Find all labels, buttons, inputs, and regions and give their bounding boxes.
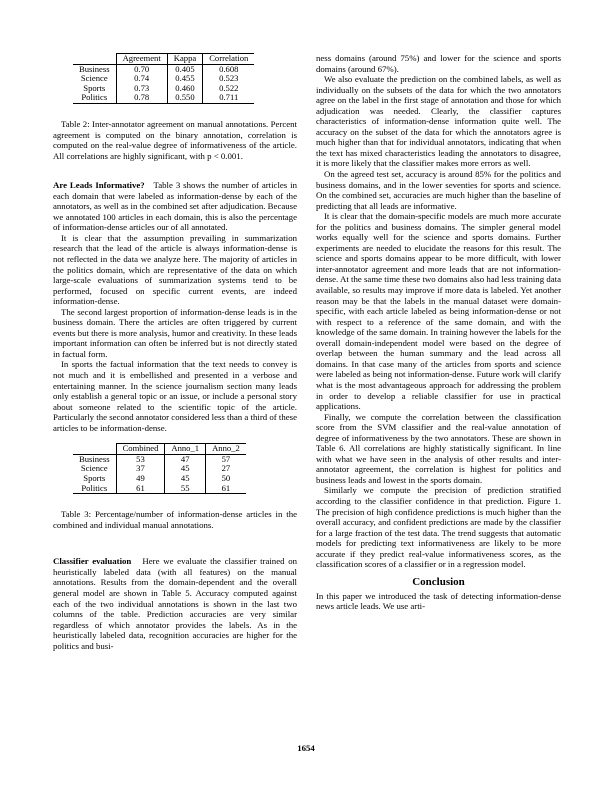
table-cell: Science	[73, 464, 116, 474]
table-cell: 0.522	[203, 84, 255, 94]
table-cell: 0.78	[116, 93, 167, 103]
leads-heading: Are Leads Informative?	[53, 180, 145, 191]
table-cell: 0.405	[167, 64, 202, 74]
table-3-header-cell: Anno_1	[165, 444, 206, 455]
table-2-wrap	[73, 53, 297, 104]
table-cell: 49	[116, 474, 165, 484]
classifier-paragraph	[53, 556, 297, 651]
classifier-heading: Classifier evaluation	[53, 556, 132, 567]
table-2-header-row	[73, 54, 254, 65]
right-paragraph-1: ness domains (around 75%) and lower for the science and sports domains (around 67%).	[316, 53, 561, 74]
table-2-header-cell: Agreement	[116, 54, 167, 65]
table-cell: 61	[206, 484, 246, 494]
left-column	[53, 53, 297, 651]
conclusion-heading: Conclusion	[412, 575, 465, 588]
table-3-header-cell: Combined	[116, 444, 165, 455]
table-2-header-cell	[73, 54, 116, 65]
right-column	[316, 53, 561, 612]
table-3-caption: Table 3: Percentage/number of information-dense articles in the combined and individual manual annotations.	[53, 509, 297, 530]
table-cell: Business	[73, 64, 116, 74]
table-cell: 0.608	[203, 64, 255, 74]
leads-paragraph-3: The second largest proportion of information-dense leads is in the business domain. There the articles are often triggered by current events but there is more analysis, humor and creativity. In these leads important information can often be inferred but is not directly stated in factual form.	[53, 306, 297, 359]
right-paragraph-3: On the agreed test set, accuracy is around 85% for the politics and business domains, and in the lower seventies for sports and science. On the combined set, accuracies are much higher than the baseline of predicting that all leads are informative.	[316, 169, 561, 211]
conclusion-paragraph: In this paper we introduced the task of detecting information-dense news article leads. We use arti-	[316, 590, 561, 612]
table-cell: 0.74	[116, 74, 167, 84]
table-cell: 0.455	[167, 74, 202, 84]
table-cell: Sports	[73, 474, 116, 484]
table-cell: 0.73	[116, 84, 167, 94]
classifier-paragraph-text: Here we evaluate the classifier trained on heuristically labeled data (with all features) on the manual annotations. Results from the domain-dependent and the overall general model are shown in Table 5. Accuracy computed against each of the two individual annotations is shown in the last two columns of the table. Prediction accuracies are very similar regardless of which annotator provides the labels. As in the heuristically labeled data, recognition accuracies are higher for the politics and busi-	[53, 556, 297, 651]
table-cell: Politics	[73, 484, 116, 494]
right-paragraph-5: Finally, we compute the correlation between the classification score from the SVM classifier and the real-value annotation of degree of informativeness by the two annotators. These are shown in Table 6. All correlations are highly statistically significant. In line with what we have seen in the analysis of other results and inter-annotator agreement, the correlation is highest for politics and business leads and lowest in the sports domain.	[316, 411, 561, 485]
right-paragraph-6: Similarly we compute the precision of prediction stratified according to the classifier confidence in that prediction. Figure 1. The precision of high confidence predictions is much higher than the overall accuracy, and confident predictions are made by the classifier for a large fraction of the test data. The trend suggests that automatic models for predicting text informativeness are likely to be more accurate if they predict real-value informativeness scores, as the classification scores of a classifier or in a regression model.	[316, 485, 561, 570]
table-3	[73, 443, 246, 494]
table-3-header-cell	[73, 444, 116, 455]
table-2-header-cell: Correlation	[203, 54, 255, 65]
table-3-wrap	[73, 443, 297, 494]
table-row	[73, 93, 254, 103]
leads-paragraph-1-text: Table 3 shows the number of articles in each domain that were labeled as information-dense by each of the annotators, as well as in the combined set after adjudication. Because we annotated 100 articles in each domain, this is also the percentage of information-dense articles our of all annotated.	[53, 180, 297, 233]
table-3-header-row	[73, 444, 246, 455]
table-cell: 57	[206, 454, 246, 464]
table-cell: 37	[116, 464, 165, 474]
table-cell: 53	[116, 454, 165, 464]
table-cell: 45	[165, 464, 206, 474]
leads-paragraph-4: In sports the factual information that the text needs to convey is not much and it is embellished and presented in a verbose and entertaining manner. In the science journalism section many leads only establish a general topic or an issue, or include a personal story about someone related to the scientific topic of the article. Particularly the second annotator considered less than a third of these articles to be information-dense.	[53, 359, 297, 433]
table-cell: 55	[165, 484, 206, 494]
table-3-header-cell: Anno_2	[206, 444, 246, 455]
table-cell: 47	[165, 454, 206, 464]
table-cell: 0.550	[167, 93, 202, 103]
leads-paragraph-2: It is clear that the assumption prevailing in summarization research that the lead of the article is always information-dense is not reflected in the data we analyze here. The majority of articles in the politics domain, which are representative of the data on which large-scale evaluations of summarization systems tend to be performed, focused on specific current events, are indeed information-dense.	[53, 232, 297, 307]
right-paragraph-4: It is clear that the domain-specific models are much more accurate for the politics and business domains. The simpler general model works equally well for the science and sports domains. Further experiments are needed to elucidate the reasons for this result. The science and sports domains appear to be more difficult, with lower inter-annotator agreement and more leads that are not information-dense. At the same time these two domains also had less training data available, so results may improve if more data is labeled. Yet another reason may be that the labels in the manual dataset were domain-specific, with each article labeled as being information-dense or not with respect to a reference of the same domain, and with the knowledge of the same domain. In training however the labels for the overall domain-independent model were based on the degree of overlap between the human summary and the lead across all domains. In that case many of the articles from sports and science were labeled as being not information-dense. Future work will clarify what is the most advantageous approach for addressing the problem in order to develop a reliable classifier for use in practical applications.	[316, 211, 561, 412]
table-cell: 0.460	[167, 84, 202, 94]
table-cell: 0.523	[203, 74, 255, 84]
table-2-header-cell: Kappa	[167, 54, 202, 65]
right-paragraph-2: We also evaluate the prediction on the combined labels, as well as individually on the subsets of the data for which the two annotators agree on the label in the first stage of annotation and those for which adjudication was needed. Clearly, the classifier captures characteristics of information-dense information quite well. The accuracy on the subset of the data for which the annotators agree is much higher than that for individual annotators, indicating that when the text has mixed characteristics leading the annotators to disagree, it is more likely that the classifier makes more errors as well.	[316, 74, 561, 169]
table-2	[73, 53, 254, 104]
table-cell: Business	[73, 454, 116, 464]
table-cell: Sports	[73, 84, 116, 94]
table-cell: 0.70	[116, 64, 167, 74]
table-cell: 27	[206, 464, 246, 474]
table-2-caption: Table 2: Inter-annotator agreement on manual annotations. Percent agreement is computed on the binary annotation, correlation is computed on the real-value degree of informativeness of the article. All correlations are highly significant, with p < 0.001.	[53, 118, 297, 161]
table-row	[73, 484, 246, 494]
leads-paragraph-1	[53, 180, 297, 233]
table-cell: Science	[73, 74, 116, 84]
table-cell: 0.711	[203, 93, 255, 103]
table-cell: 45	[165, 474, 206, 484]
table-cell: 61	[116, 484, 165, 494]
page-number: 1654	[297, 743, 315, 753]
table-cell: 50	[206, 474, 246, 484]
table-cell: Politics	[73, 93, 116, 103]
